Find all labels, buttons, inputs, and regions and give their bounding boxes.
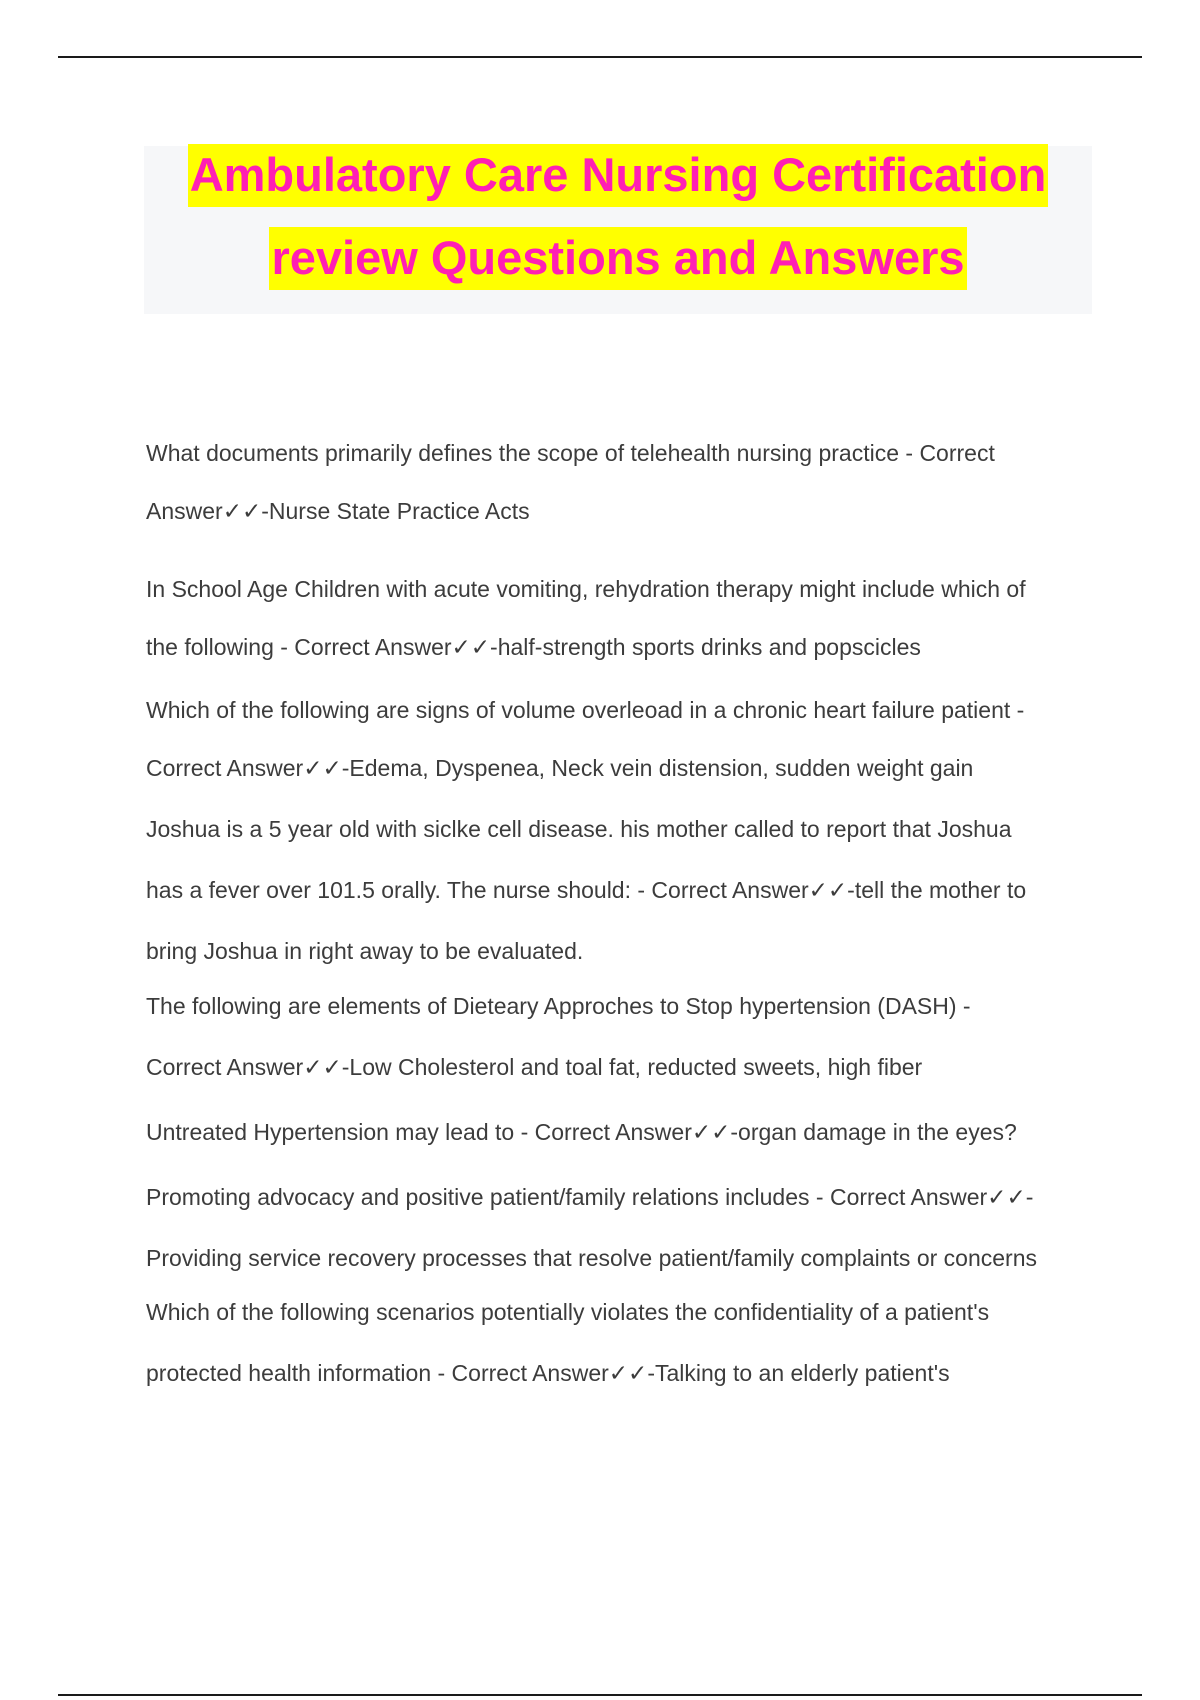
- qa-line: bring Joshua in right away to be evaluated.: [146, 938, 584, 964]
- qa-line: has a fever over 101.5 orally. The nurse should: - Correct Answer✓✓-tell the mother to: [146, 877, 1027, 903]
- qa-line: Correct Answer✓✓-Edema, Dyspenea, Neck vein distension, sudden weight gain: [146, 755, 974, 781]
- qa-line: Correct Answer✓✓-Low Cholesterol and toal fat, reducted sweets, high fiber: [146, 1054, 923, 1080]
- title-text-1: Ambulatory Care Nursing Certification: [188, 144, 1049, 207]
- qa-line: Which of the following scenarios potentially violates the confidentiality of a patient's: [146, 1299, 990, 1325]
- qa-line: Promoting advocacy and positive patient/family relations includes - Correct Answer✓✓-: [146, 1184, 1034, 1210]
- qa-line: Providing service recovery processes that resolve patient/family complaints or concerns: [146, 1245, 1037, 1271]
- title-banner: [144, 146, 1092, 314]
- qa-line: protected health information - Correct Answer✓✓-Talking to an elderly patient's: [146, 1360, 950, 1386]
- qa-line: The following are elements of Dieteary Approches to Stop hypertension (DASH) -: [146, 993, 971, 1019]
- qa-line: Joshua is a 5 year old with siclke cell disease. his mother called to report that Joshua: [146, 816, 1012, 842]
- title-line-1: [144, 148, 1092, 201]
- qa-line: In School Age Children with acute vomiting, rehydration therapy might include which of: [146, 576, 1026, 602]
- qa-line: the following - Correct Answer✓✓-half-strength sports drinks and popscicles: [146, 634, 921, 660]
- title-text-2: review Questions and Answers: [269, 227, 966, 290]
- qa-line: Which of the following are signs of volume overleoad in a chronic heart failure patient -: [146, 697, 1025, 723]
- qa-line: Answer✓✓-Nurse State Practice Acts: [146, 498, 530, 524]
- bottom-rule: [58, 1694, 1142, 1696]
- title-line-2: [144, 231, 1092, 284]
- qa-line: Untreated Hypertension may lead to - Correct Answer✓✓-organ damage in the eyes?: [146, 1119, 1017, 1145]
- qa-line: What documents primarily defines the scope of telehealth nursing practice - Correct: [146, 440, 995, 466]
- top-rule: [58, 56, 1142, 58]
